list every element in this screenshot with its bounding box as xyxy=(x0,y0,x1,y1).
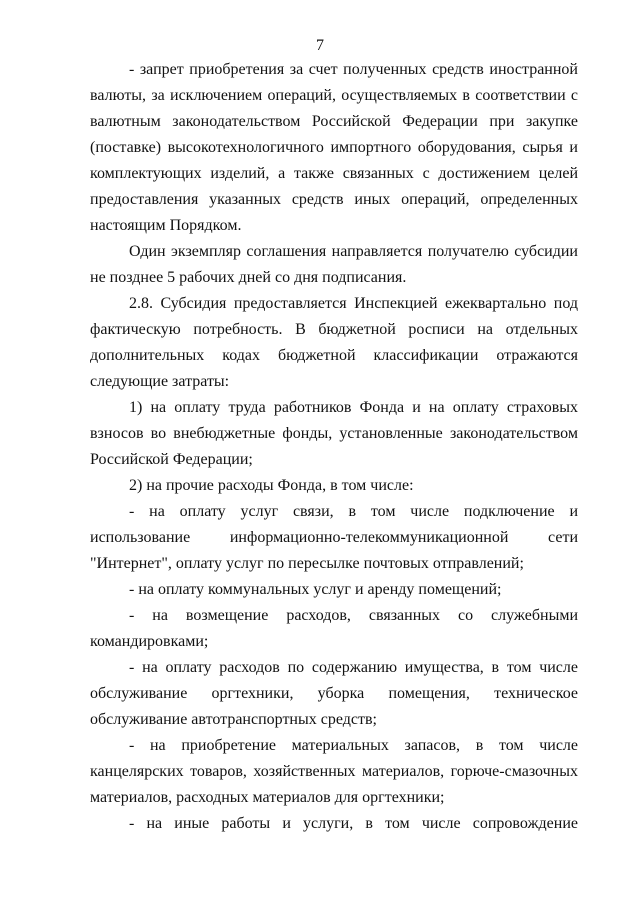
paragraph-labor-costs: 1) на оплату труда работников Фонда и на оплату страховых взносов во внебюджетные фонды, установленные законодательством Российской Федерации; xyxy=(90,399,578,468)
document-body xyxy=(90,57,578,837)
paragraph-2-8-subsidy: 2.8. Субсидия предоставляется Инспекцией ежеквартально под фактическую потребность. В бюджетной росписи на отдельных дополнительных кодах бюджетной классификации отражаются следующие затраты: xyxy=(90,295,578,390)
page-number: 7 xyxy=(316,37,324,54)
paragraph-business-trips: - на возмещение расходов, связанных со служебными командировками; xyxy=(90,607,578,650)
paragraph-utilities-rent: - на оплату коммунальных услуг и аренду помещений; xyxy=(129,581,502,598)
paragraph-currency-ban: - запрет приобретения за счет полученных средств иностранной валюты, за исключением операций, осуществляемых в соответствии с валютным законодательством Российской Федерации при закупке (поставке) высокотехнологичного импортного оборудования, сырья и комплектующих изделий, а также связанных с достижением целей предоставления указанных средств иных операций, определенных настоящим Порядком. xyxy=(90,61,578,234)
paragraph-material-supplies: - на приобретение материальных запасов, в том числе канцелярских товаров, хозяйственных материалов, горюче-смазочных материалов, расходных материалов для оргтехники; xyxy=(90,737,578,806)
paragraph-communication-services: - на оплату услуг связи, в том числе подключение и использование информационно-телекоммуникационной сети "Интернет", оплату услуг по пересылке почтовых отправлений; xyxy=(90,503,578,572)
paragraph-agreement-copy: Один экземпляр соглашения направляется получателю субсидии не позднее 5 рабочих дней со дня подписания. xyxy=(90,243,578,286)
paragraph-other-works: - на иные работы и услуги, в том числе сопровождение xyxy=(129,815,578,832)
paragraph-property-maintenance: - на оплату расходов по содержанию имущества, в том числе обслуживание оргтехники, уборка помещения, техническое обслуживание автотранспортных средств; xyxy=(90,659,578,728)
paragraph-other-expenses: 2) на прочие расходы Фонда, в том числе: xyxy=(129,477,414,494)
